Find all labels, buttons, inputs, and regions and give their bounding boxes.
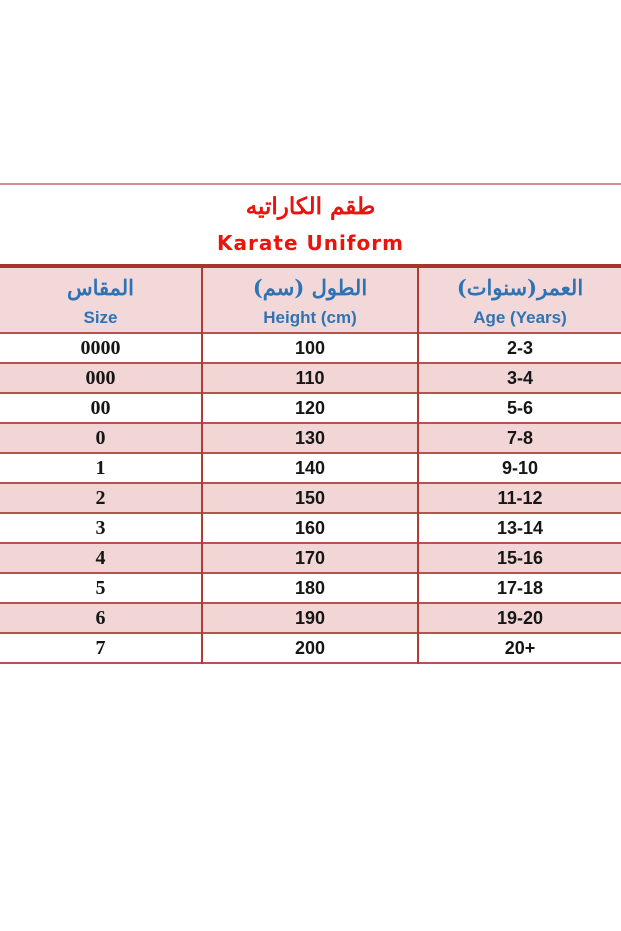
age-cell: 15-16 (418, 543, 621, 573)
size-header-english: Size (83, 308, 118, 327)
height-cell: 160 (202, 513, 418, 543)
height-cell: 110 (202, 363, 418, 393)
height-cell: 150 (202, 483, 418, 513)
column-header-size (0, 266, 202, 333)
age-cell: 17-18 (418, 573, 621, 603)
table-row (0, 423, 621, 453)
table-row (0, 453, 621, 483)
size-cell: 000 (0, 363, 202, 393)
column-header-age (418, 266, 621, 333)
age-cell: 9-10 (418, 453, 621, 483)
age-cell: 7-8 (418, 423, 621, 453)
size-cell: 2 (0, 483, 202, 513)
table-row (0, 333, 621, 363)
title-block (0, 187, 621, 259)
table-row (0, 393, 621, 423)
header-row (0, 266, 621, 333)
table-body (0, 333, 621, 663)
page-title-arabic: طقم الكاراتيه (245, 193, 376, 220)
size-cell: 6 (0, 603, 202, 633)
table-row (0, 633, 621, 663)
size-cell: 5 (0, 573, 202, 603)
height-cell: 120 (202, 393, 418, 423)
size-chart-table (0, 264, 621, 664)
size-cell: 00 (0, 393, 202, 423)
height-header-arabic: الطول (سم) (252, 275, 368, 300)
height-cell: 180 (202, 573, 418, 603)
age-cell: 20+ (418, 633, 621, 663)
age-header-english: Age (Years) (473, 308, 567, 327)
top-divider-rule (0, 183, 621, 185)
table-row (0, 603, 621, 633)
age-cell: 11-12 (418, 483, 621, 513)
table-row (0, 513, 621, 543)
size-cell: 0000 (0, 333, 202, 363)
size-cell: 4 (0, 543, 202, 573)
age-cell: 19-20 (418, 603, 621, 633)
page-title-english: Karate Uniform (217, 231, 404, 255)
height-header-english: Height (cm) (263, 308, 357, 327)
height-cell: 200 (202, 633, 418, 663)
table-row (0, 573, 621, 603)
size-header-arabic: المقاس (66, 275, 135, 300)
height-cell: 100 (202, 333, 418, 363)
height-cell: 170 (202, 543, 418, 573)
height-cell: 130 (202, 423, 418, 453)
size-cell: 0 (0, 423, 202, 453)
size-cell: 1 (0, 453, 202, 483)
height-cell: 190 (202, 603, 418, 633)
size-cell: 7 (0, 633, 202, 663)
age-header-arabic: العمر(سنوات) (456, 275, 584, 300)
age-cell: 2-3 (418, 333, 621, 363)
size-cell: 3 (0, 513, 202, 543)
height-cell: 140 (202, 453, 418, 483)
table-row (0, 363, 621, 393)
age-cell: 13-14 (418, 513, 621, 543)
age-cell: 3-4 (418, 363, 621, 393)
age-cell: 5-6 (418, 393, 621, 423)
table-row (0, 543, 621, 573)
column-header-height (202, 266, 418, 333)
table-row (0, 483, 621, 513)
table-header (0, 266, 621, 333)
